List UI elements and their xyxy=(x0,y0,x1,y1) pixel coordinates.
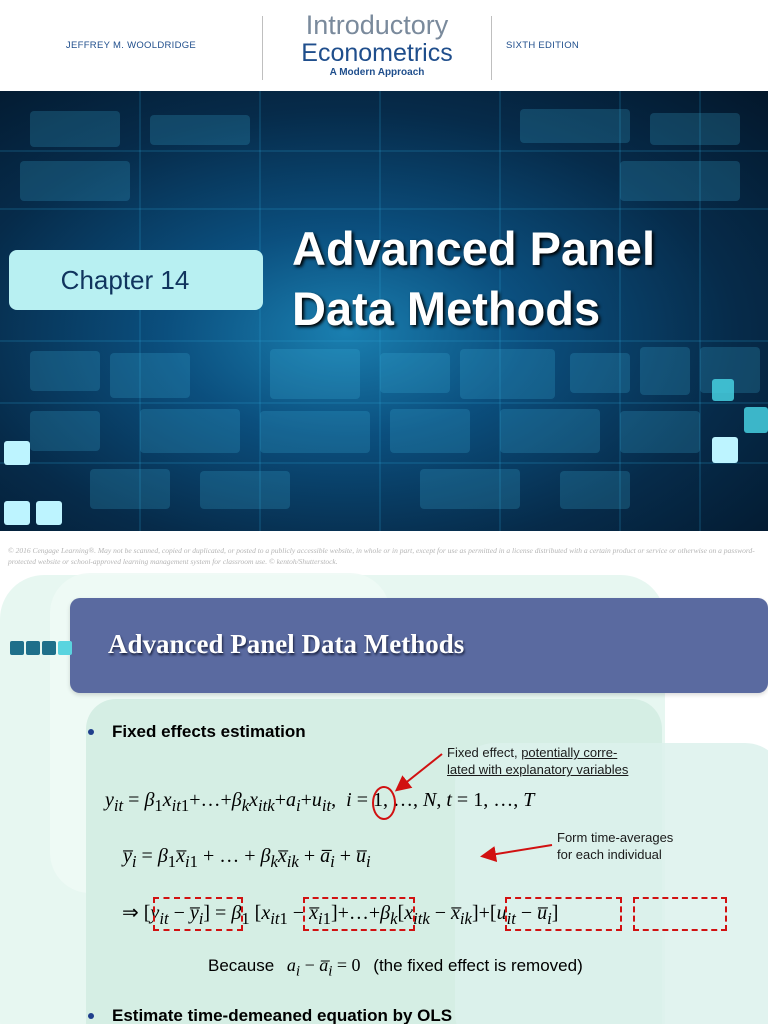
annotation-time-averages-line2: for each individual xyxy=(557,847,662,862)
dashed-box-demeaned-u xyxy=(633,897,727,931)
chapter-label: Chapter 14 xyxy=(60,265,190,295)
because-line xyxy=(208,955,583,981)
book-header xyxy=(0,0,768,91)
author-name: JEFFREY M. WOOLDRIDGE xyxy=(65,40,197,51)
equation-time-demeaned: ⇒ [$y_{it}$ − $y̅_i] = \beta_1$ [$x_{it1}$ − $x̅_{i1}]+\dots+\beta_k[x_{itk}$ − $x̅_{ik}]+[u_{it}$ − $u̅_i$] xyxy=(122,902,559,928)
chapter-title-line2: Data Methods xyxy=(292,282,601,335)
edition-label: SIXTH EDITION xyxy=(506,40,580,51)
book-title-line2: Econometrics xyxy=(301,39,453,67)
header-divider-left xyxy=(262,16,263,80)
equation-time-averages: $y̅_i$ = $\beta_1x̅_{i1}$ + … + $\beta_kx̅_{ik}$ + $a̅_i$ + $u̅_i$ xyxy=(123,845,371,871)
bullet-fixed-effects: Fixed effects estimation xyxy=(112,722,306,741)
because-note: (the fixed effect is removed) xyxy=(373,956,583,975)
book-title-line1: Introductory xyxy=(305,10,449,40)
fixed-effect-highlight-circle xyxy=(372,786,396,820)
bullet-estimate-ols: Estimate time-demeaned equation by OLS xyxy=(112,1006,453,1024)
dashed-box-demeaned-xk xyxy=(505,897,622,931)
annotation-fixed-effect-text: Fixed effect, xyxy=(447,745,522,760)
book-title xyxy=(264,10,490,78)
header-divider-right xyxy=(491,16,492,80)
dashed-box-demeaned-x1 xyxy=(303,897,415,931)
dashed-box-demeaned-y xyxy=(153,897,243,931)
copyright-notice: © 2016 Cengage Learning®. May not be scanned, copied or duplicated, or posted to a publicly accessible website, in whole or in part, except for use as permitted in a license distributed with a certain product or service or otherwise on a password-protected website or school-approved learning management system for classroom use. © kentoh/Shutterstock. xyxy=(8,546,755,566)
chapter-badge xyxy=(9,250,263,310)
equation-fixed-effect-removed: $a_i$ − $a̅_i = 0$ xyxy=(286,955,361,980)
because-label: Because xyxy=(208,956,275,975)
chapter-title-line1: Advanced Panel xyxy=(292,222,656,275)
cover-banner xyxy=(0,91,768,531)
slide-page xyxy=(0,573,768,1024)
equation-panel-model: $y_{it}$ = $\beta_1x_{it1}+\dots+\beta_kx_{itk}+a_i+u_{it}$, i = 1, …, N, t = 1, …, T xyxy=(105,789,535,815)
book-subtitle: A Modern Approach xyxy=(329,67,425,78)
annotation-fixed-effect-underlined-2: lated with explanatory variables xyxy=(447,762,629,777)
bullet-point-icon xyxy=(88,1013,94,1019)
annotation-fixed-effect-underlined: potentially corre- xyxy=(521,745,618,760)
annotation-time-averages-line1: Form time-averages xyxy=(557,830,674,845)
annotation-time-averages xyxy=(557,829,757,863)
chapter-title xyxy=(292,219,762,339)
slide-title: Advanced Panel Data Methods xyxy=(108,629,465,659)
